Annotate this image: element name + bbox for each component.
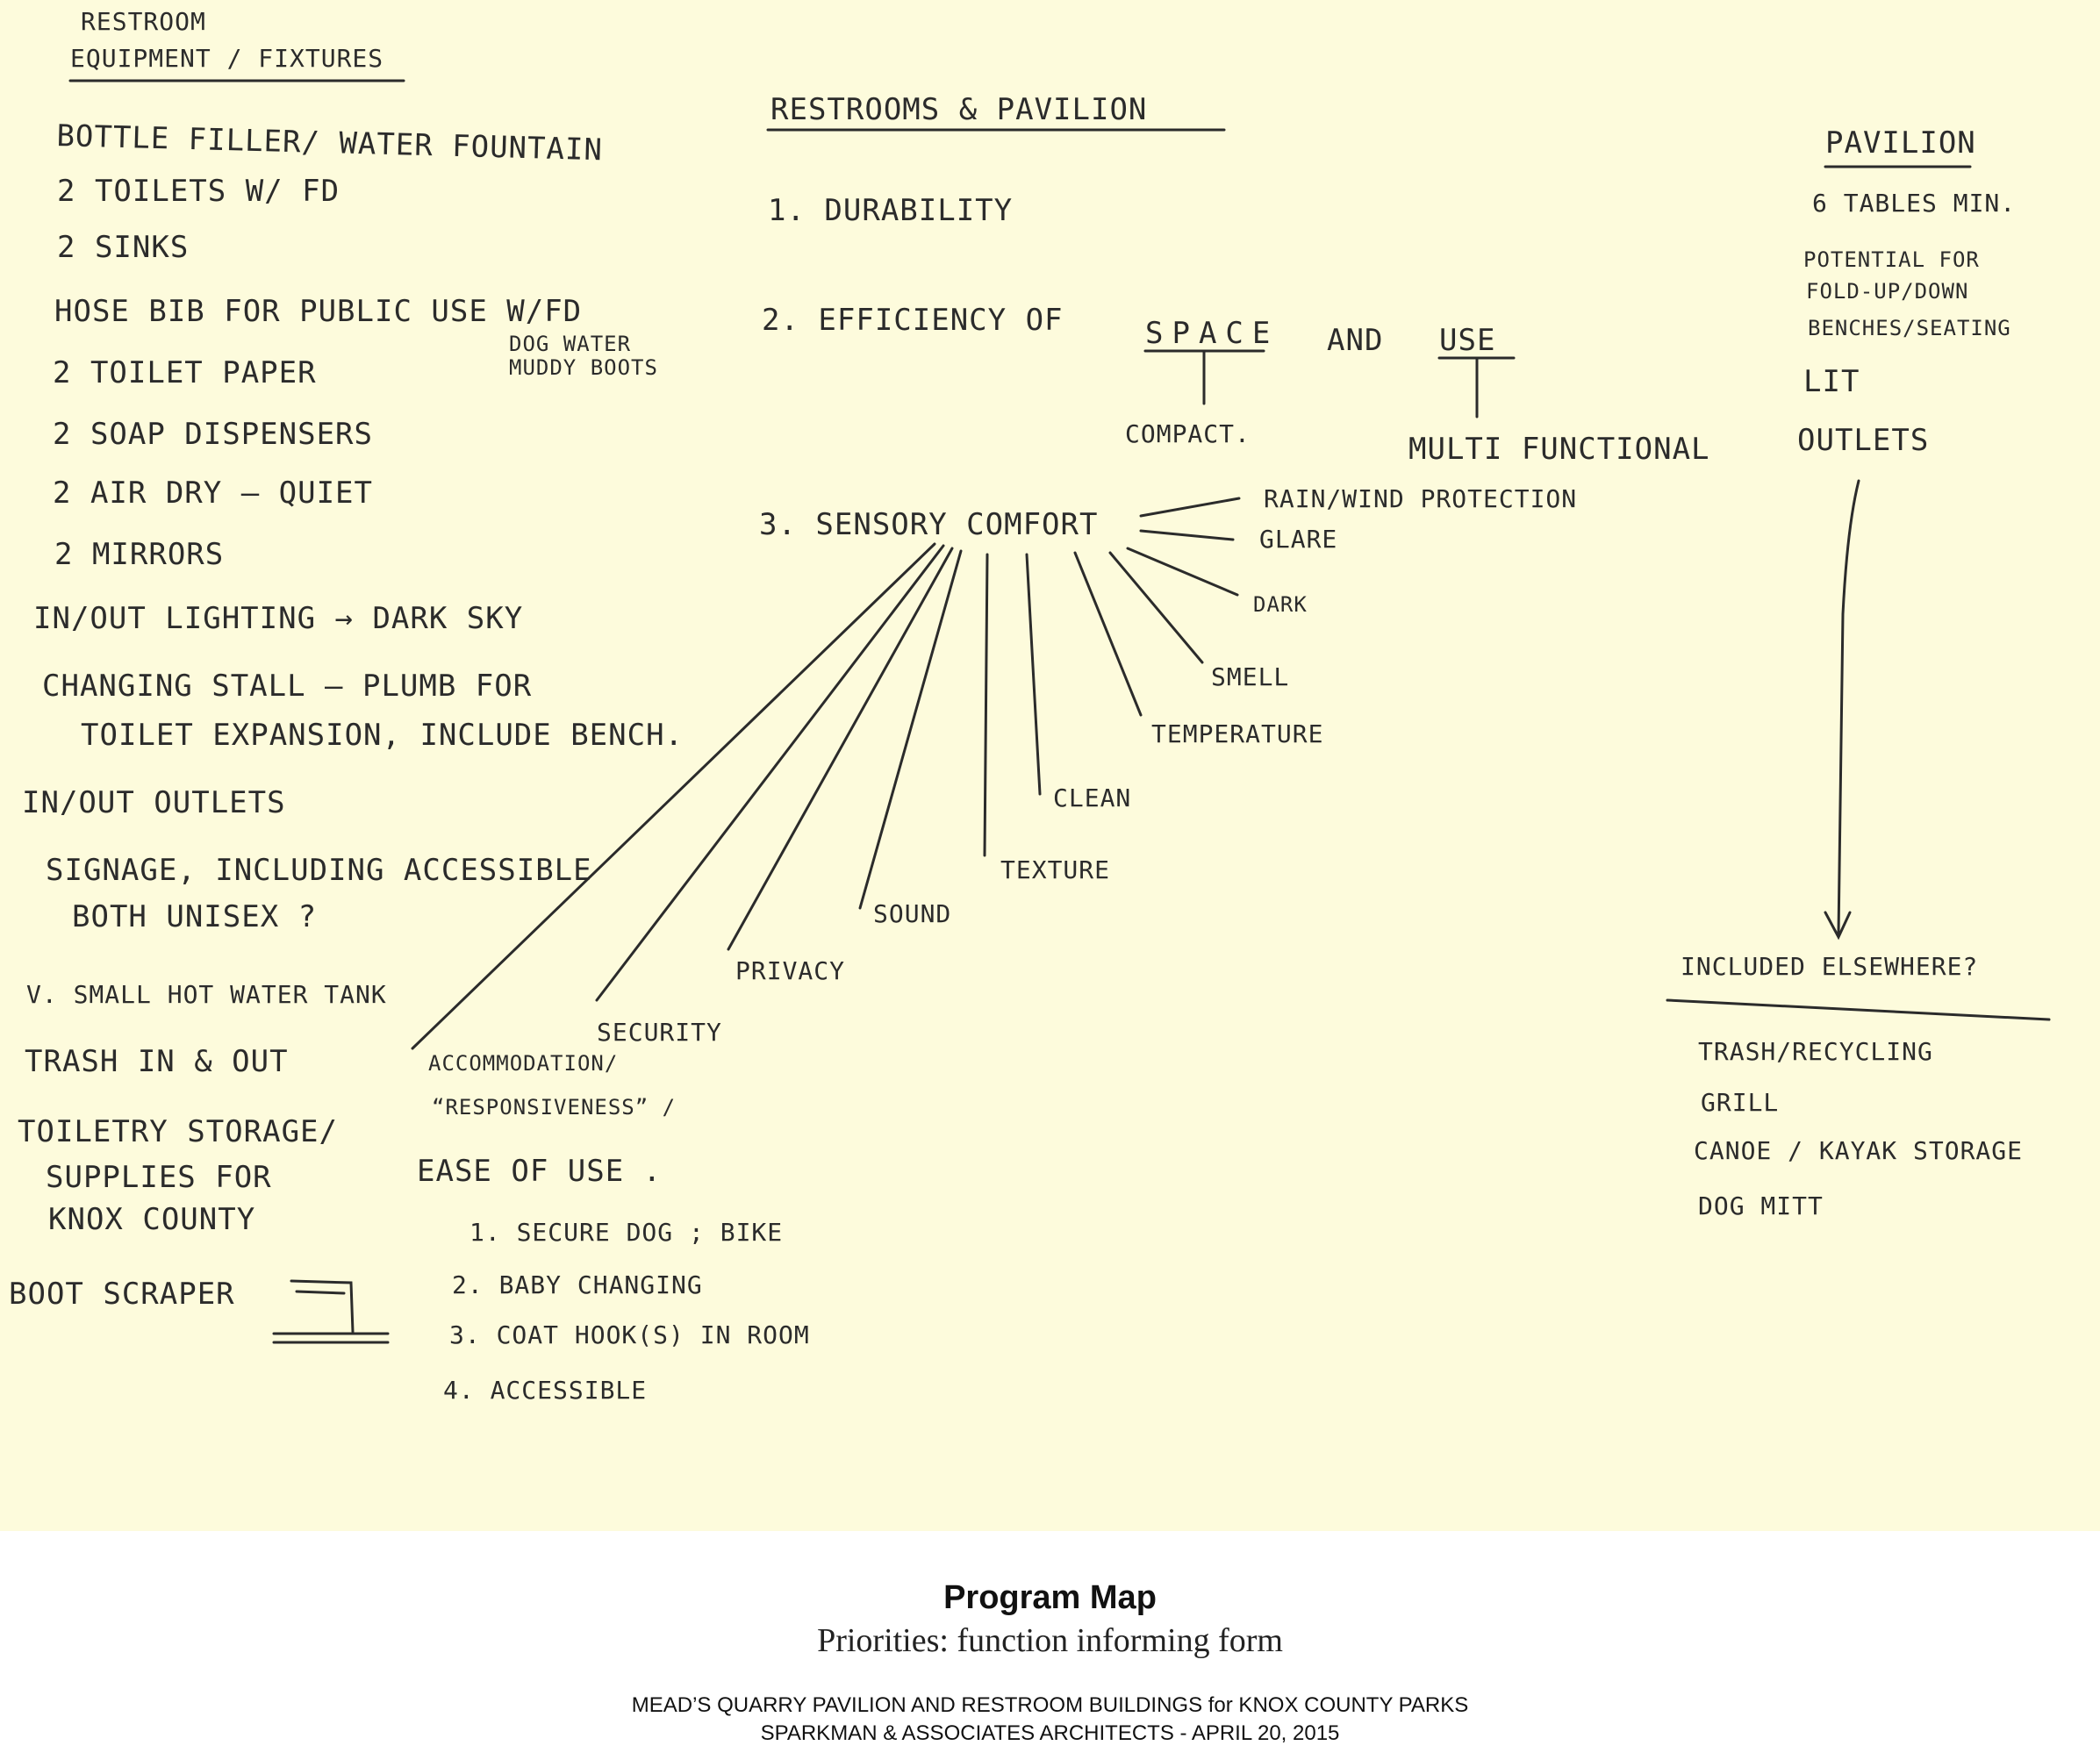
branch-texture: TEXTURE bbox=[1000, 855, 1111, 884]
left-item-bottle-filler: BOTTLE FILLER/ WATER FOUNTAIN bbox=[55, 118, 604, 168]
branch-sound: SOUND bbox=[873, 899, 952, 928]
branch-line-clean bbox=[1027, 554, 1040, 794]
left-item-toilet-expansion: TOILET EXPANSION, INCLUDE BENCH. bbox=[81, 718, 684, 753]
branch-security: SECURITY bbox=[597, 1018, 722, 1047]
branch-rain-wind: RAIN/WIND PROTECTION bbox=[1264, 484, 1578, 513]
ease-item-coat-hooks: 3. COAT HOOK(S) IN ROOM bbox=[449, 1320, 810, 1349]
ease-item-accessible: 4. ACCESSIBLE bbox=[443, 1376, 648, 1405]
left-item-mirrors: 2 MIRRORS bbox=[54, 537, 225, 572]
caption-project: MEAD’S QUARRY PAVILION AND RESTROOM BUILDINGS for KNOX COUNTY PARKS bbox=[631, 1693, 1469, 1717]
pavilion-arrow bbox=[1838, 481, 1859, 934]
label-compact: COMPACT. bbox=[1125, 419, 1251, 448]
branch-smell: SMELL bbox=[1211, 662, 1290, 691]
priority-use: USE bbox=[1439, 323, 1496, 358]
pavilion-item-benches: BENCHES/SEATING bbox=[1808, 316, 2011, 340]
branch-line-sound bbox=[860, 551, 961, 908]
note-dog-water: DOG WATER bbox=[509, 332, 632, 356]
left-item-changing-stall: CHANGING STALL — PLUMB FOR bbox=[42, 669, 533, 704]
left-item-boot-scraper: BOOT SCRAPER bbox=[9, 1277, 235, 1312]
left-item-hot-water: V. SMALL HOT WATER TANK bbox=[26, 980, 387, 1009]
pavilion-item-fold: FOLD-UP/DOWN bbox=[1806, 279, 1969, 304]
left-item-air-dry: 2 AIR DRY — QUIET bbox=[53, 476, 373, 511]
pavilion-item-lit: LIT bbox=[1803, 364, 1860, 399]
left-item-toilet-paper: 2 TOILET PAPER bbox=[53, 355, 317, 390]
priority-sensory-comfort: 3. SENSORY COMFORT bbox=[759, 507, 1099, 542]
pavilion-heading: PAVILION bbox=[1825, 125, 1976, 161]
left-item-supplies: SUPPLIES FOR bbox=[46, 1160, 272, 1195]
restroom-heading-line2: EQUIPMENT / FIXTURES bbox=[70, 44, 384, 73]
branch-line-dark bbox=[1128, 548, 1237, 595]
restroom-heading-line1: RESTROOM bbox=[81, 7, 206, 36]
elsewhere-item-trash: TRASH/RECYCLING bbox=[1698, 1037, 1933, 1066]
label-multi-functional: MULTI FUNCTIONAL bbox=[1408, 432, 1710, 467]
left-item-trash: TRASH IN & OUT bbox=[25, 1044, 289, 1079]
boot-scraper-sketch bbox=[274, 1281, 388, 1342]
left-item-hose-bib: HOSE BIB FOR PUBLIC USE W/FD bbox=[54, 294, 583, 329]
left-item-signage: SIGNAGE, INCLUDING ACCESSIBLE bbox=[46, 853, 592, 888]
elsewhere-item-dog-mitt: DOG MITT bbox=[1698, 1191, 1824, 1220]
pavilion-item-tables: 6 TABLES MIN. bbox=[1812, 189, 2017, 218]
elsewhere-underline bbox=[1667, 1000, 2049, 1020]
branch-dark: DARK bbox=[1253, 592, 1308, 617]
caption-subtitle: Priorities: function informing form bbox=[817, 1622, 1283, 1659]
elsewhere-heading: INCLUDED ELSEWHERE? bbox=[1681, 952, 1979, 981]
branch-line-security bbox=[597, 546, 943, 1000]
left-item-toiletry: TOILETRY STORAGE/ bbox=[18, 1114, 338, 1149]
elsewhere-item-grill: GRILL bbox=[1701, 1088, 1780, 1117]
priority-space: SPACE bbox=[1145, 316, 1279, 351]
left-item-unisex: BOTH UNISEX ? bbox=[72, 899, 318, 934]
center-heading: RESTROOMS & PAVILION bbox=[770, 92, 1148, 127]
left-item-toilets: 2 TOILETS W/ FD bbox=[57, 174, 340, 209]
left-item-soap: 2 SOAP DISPENSERS bbox=[53, 417, 373, 452]
pavilion-item-potential: POTENTIAL FOR bbox=[1803, 247, 1980, 272]
elsewhere-item-canoe: CANOE / KAYAK STORAGE bbox=[1694, 1136, 2024, 1165]
priority-and: AND bbox=[1327, 323, 1384, 358]
branch-temperature: TEMPERATURE bbox=[1151, 719, 1324, 748]
priority-durability: 1. DURABILITY bbox=[768, 193, 1014, 228]
left-item-outlets: IN/OUT OUTLETS bbox=[22, 785, 286, 820]
caption-firm-date: SPARKMAN & ASSOCIATES ARCHITECTS - APRIL 20, 2015 bbox=[760, 1721, 1340, 1745]
branch-line-glare bbox=[1141, 531, 1233, 540]
ease-of-use-heading: EASE OF USE . bbox=[417, 1154, 663, 1189]
left-item-sinks: 2 SINKS bbox=[57, 230, 190, 265]
left-item-lighting: IN/OUT LIGHTING → DARK SKY bbox=[33, 601, 524, 636]
branch-clean: CLEAN bbox=[1053, 783, 1132, 812]
branch-line-smell bbox=[1110, 553, 1202, 662]
branch-line-rain bbox=[1141, 498, 1239, 516]
ease-item-secure: 1. SECURE DOG ; BIKE bbox=[469, 1218, 784, 1247]
pavilion-item-outlets: OUTLETS bbox=[1797, 423, 1930, 458]
ease-item-baby-changing: 2. BABY CHANGING bbox=[452, 1270, 703, 1299]
branch-line-privacy bbox=[728, 548, 952, 949]
left-item-knox-county: KNOX COUNTY bbox=[48, 1202, 256, 1237]
note-muddy-boots: MUDDY BOOTS bbox=[509, 355, 658, 380]
branch-accommodation: ACCOMMODATION/ bbox=[428, 1051, 619, 1076]
branch-line-texture bbox=[985, 554, 987, 855]
priority-efficiency: 2. EFFICIENCY OF bbox=[762, 303, 1064, 338]
branch-responsiveness: “RESPONSIVENESS” / bbox=[432, 1095, 677, 1120]
branch-privacy: PRIVACY bbox=[735, 956, 846, 985]
branch-glare: GLARE bbox=[1259, 525, 1338, 554]
caption-title: Program Map bbox=[943, 1579, 1157, 1616]
